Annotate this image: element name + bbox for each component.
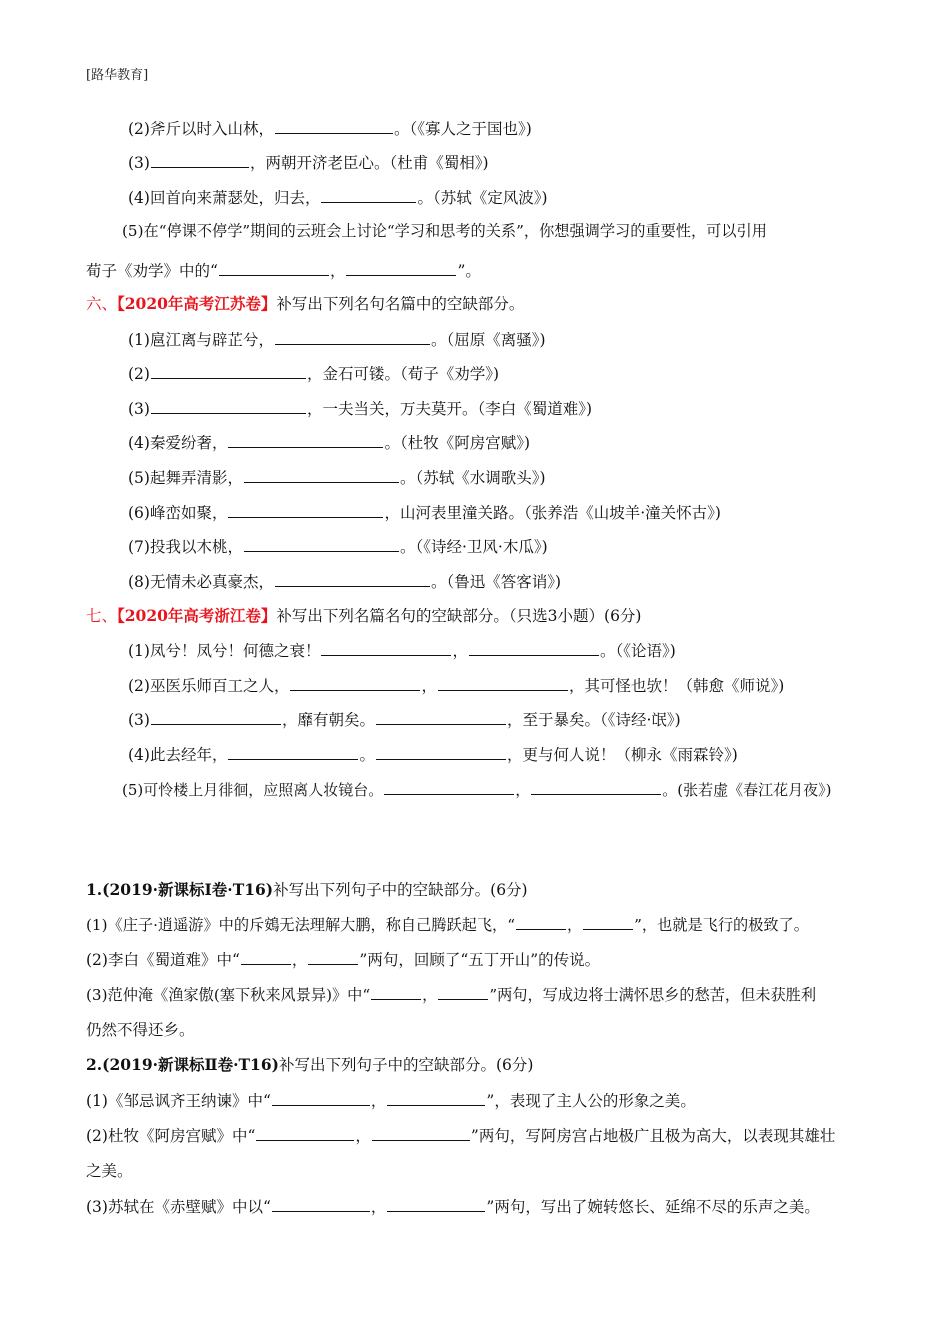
answer-blank[interactable]: [219, 260, 329, 276]
question-text: ”，也就是飞行的极致了。: [634, 916, 809, 934]
question-text: ，: [421, 677, 437, 695]
answer-blank[interactable]: [228, 744, 358, 760]
question-text: (4)秦爱纷奢，: [128, 434, 228, 452]
question-source: ，山河表里潼关路。（张养浩《山坡羊·潼关怀古》): [384, 504, 721, 522]
question-source: ，两朝开济老臣心。（杜甫《蜀相》): [249, 154, 489, 172]
question-line: [128, 363, 499, 384]
question-line: [86, 984, 816, 1005]
question-source: ，一夫当关，万夫莫开。（李白《蜀道难》): [306, 400, 593, 418]
question-text: ，: [422, 986, 438, 1004]
question-text: (1)扈江离与辟芷兮，: [128, 331, 274, 349]
section-title: 补写出下列名句名篇中的空缺部分。: [276, 295, 525, 313]
answer-blank[interactable]: [438, 984, 488, 1000]
question-text: (6)峰峦如聚，: [128, 504, 228, 522]
answer-blank[interactable]: [275, 118, 393, 134]
question-text: (5)在“停课不停学”期间的云班会上讨论“学习和思考的关系”，你想强调学习的重要性，可以引用: [122, 222, 767, 240]
question-text: ，: [566, 916, 583, 934]
answer-blank[interactable]: [151, 363, 306, 379]
section-heading: [86, 606, 641, 626]
answer-blank[interactable]: [290, 675, 420, 691]
question-text: ，靡有朝矣。: [281, 711, 375, 729]
question-line: [86, 1196, 820, 1217]
question-line: [86, 949, 600, 970]
question-source: ，其可怪也欤！（韩愈《师说》): [568, 677, 785, 695]
question-line: [128, 398, 592, 419]
question-text: ，: [291, 951, 308, 969]
answer-blank[interactable]: [387, 1090, 485, 1106]
question-line: [128, 432, 530, 453]
question-heading: [86, 880, 528, 900]
answer-blank[interactable]: [244, 467, 399, 483]
question-line: [86, 1020, 195, 1040]
answer-blank[interactable]: [321, 640, 451, 656]
question-instruction: 补写出下列句子中的空缺部分。(6分): [273, 881, 528, 899]
question-line: [128, 536, 548, 557]
answer-blank[interactable]: [244, 536, 399, 552]
question-title: 2.(2019·新课标Ⅱ卷·T16): [86, 1055, 279, 1074]
question-line: [122, 779, 831, 800]
question-text: ”，表现了主人公的形象之美。: [486, 1092, 696, 1110]
question-line: [128, 640, 676, 661]
answer-blank[interactable]: [228, 502, 383, 518]
answer-blank[interactable]: [376, 744, 506, 760]
question-text: (3)范仲淹《渔家傲(塞下秋来风景异)》中“: [86, 986, 371, 1004]
question-line: [128, 118, 532, 139]
section-number: 六、: [86, 295, 118, 313]
answer-blank[interactable]: [346, 260, 456, 276]
question-text: (4)回首向来萧瑟处，归去，: [128, 189, 321, 207]
question-line: [128, 152, 489, 173]
question-text: (1)《庄子·逍遥游》中的斥鴳无法理解大鹏，称自己腾跃起飞，“: [86, 916, 515, 934]
answer-blank[interactable]: [376, 709, 506, 725]
section-title: 补写出下列名篇名句的空缺部分。（只选3小题）(6分): [276, 607, 642, 625]
question-text: ”两句，写阿房宫占地极广且极为高大，以表现其雄壮: [470, 1127, 836, 1145]
answer-blank[interactable]: [384, 779, 514, 795]
question-source: 。（《寡人之于国也》): [393, 120, 532, 138]
question-text: ，: [355, 1127, 371, 1145]
question-line: [86, 1161, 133, 1181]
answer-blank[interactable]: [272, 1196, 370, 1212]
question-line: [86, 1125, 835, 1146]
question-line: [86, 914, 809, 935]
answer-blank[interactable]: [371, 984, 421, 1000]
question-source: 。（苏轼《水调歌头》): [399, 469, 546, 487]
answer-blank[interactable]: [151, 709, 281, 725]
question-text: (8)无情未必真豪杰，: [128, 573, 274, 591]
answer-blank[interactable]: [228, 432, 383, 448]
question-source: 。(张若虚《春江花月夜》): [662, 781, 832, 799]
answer-blank[interactable]: [531, 779, 661, 795]
question-line: [86, 1090, 696, 1111]
question-line: [128, 467, 546, 488]
question-text: (4)此去经年，: [128, 746, 228, 764]
section-heading: [86, 294, 524, 314]
question-text: (2)杜牧《阿房宫赋》中“: [86, 1127, 256, 1145]
section-tag: 【2020年高考浙江卷】: [117, 606, 277, 625]
question-text: ”两句，回顾了“五丁开山”的传说。: [359, 951, 601, 969]
question-text: (7)投我以木桃，: [128, 538, 243, 556]
question-title: 1.(2019·新课标Ⅰ卷·T16): [86, 880, 274, 899]
question-line: [128, 675, 784, 696]
answer-blank[interactable]: [151, 152, 249, 168]
question-text: 荀子《劝学》中的“: [86, 262, 218, 280]
question-text: 仍然不得还乡。: [86, 1021, 195, 1039]
question-source: ，至于暴矣。（《诗经·氓》): [506, 711, 681, 729]
question-text: (1)《邹忌讽齐王纳谏》中“: [86, 1092, 271, 1110]
answer-blank[interactable]: [438, 675, 568, 691]
question-text: 之美。: [86, 1162, 133, 1180]
answer-blank[interactable]: [469, 640, 599, 656]
question-text: (3): [128, 154, 150, 172]
question-text: 。: [359, 746, 375, 764]
header-label: [路华教育]: [86, 68, 149, 83]
question-text: ，: [370, 1198, 387, 1216]
question-line: [128, 329, 546, 350]
answer-blank[interactable]: [241, 949, 291, 965]
question-text: ”两句，写成边将士满怀思乡的愁苦，但未获胜利: [489, 986, 817, 1004]
answer-blank[interactable]: [387, 1196, 485, 1212]
question-line: [122, 221, 767, 241]
question-source: 。（《诗经·卫风·木瓜》): [399, 538, 548, 556]
answer-blank[interactable]: [308, 949, 358, 965]
question-line: [128, 709, 681, 730]
question-text: (2): [128, 365, 150, 383]
question-source: 。（鲁迅《答客诮》): [430, 573, 562, 591]
question-line: [128, 187, 548, 208]
question-source: 。（屈原《离骚》): [430, 331, 546, 349]
question-text: (3): [128, 711, 150, 729]
answer-blank[interactable]: [275, 571, 430, 587]
answer-blank[interactable]: [272, 1090, 370, 1106]
question-text: ，: [515, 781, 531, 799]
question-source: 。（苏轼《定风波》): [417, 189, 548, 207]
question-text: (3): [128, 400, 150, 418]
section-number: 七、: [86, 607, 118, 625]
question-line: [128, 744, 738, 765]
answer-blank[interactable]: [516, 914, 566, 930]
question-text: ，: [370, 1092, 387, 1110]
question-text: (1)凤兮！凤兮！何德之衰！: [128, 642, 321, 660]
answer-blank[interactable]: [583, 914, 633, 930]
question-text: (5)可怜楼上月徘徊，应照离人妆镜台。: [122, 781, 384, 799]
question-instruction: 补写出下列句子中的空缺部分。(6分): [278, 1056, 534, 1074]
question-text: (5)起舞弄清影，: [128, 469, 243, 487]
question-text: ，: [452, 642, 468, 660]
question-line: [86, 260, 481, 281]
question-heading: [86, 1055, 533, 1075]
answer-blank[interactable]: [151, 398, 306, 414]
question-text: ”两句，写出了婉转悠长、延绵不尽的乐声之美。: [486, 1198, 820, 1216]
question-text: ”。: [457, 262, 481, 280]
question-text: (3)苏轼在《赤壁赋》中以“: [86, 1198, 271, 1216]
answer-blank[interactable]: [256, 1125, 354, 1141]
question-text: (2)斧斤以时入山林，: [128, 120, 274, 138]
question-text: ，: [329, 262, 346, 280]
section-tag: 【2020年高考江苏卷】: [117, 294, 277, 313]
question-source: 。（《论语》): [599, 642, 676, 660]
question-line: [128, 502, 721, 523]
answer-blank[interactable]: [275, 329, 430, 345]
question-source: ，更与何人说！（柳永《雨霖铃》): [506, 746, 738, 764]
question-text: (2)巫医乐师百工之人，: [128, 677, 290, 695]
question-source: ，金石可镂。（荀子《劝学》): [306, 365, 500, 383]
question-text: (2)李白《蜀道难》中“: [86, 951, 240, 969]
question-line: [128, 571, 561, 592]
question-source: 。（杜牧《阿房宫赋》): [384, 434, 531, 452]
answer-blank[interactable]: [321, 187, 416, 203]
answer-blank[interactable]: [372, 1125, 470, 1141]
